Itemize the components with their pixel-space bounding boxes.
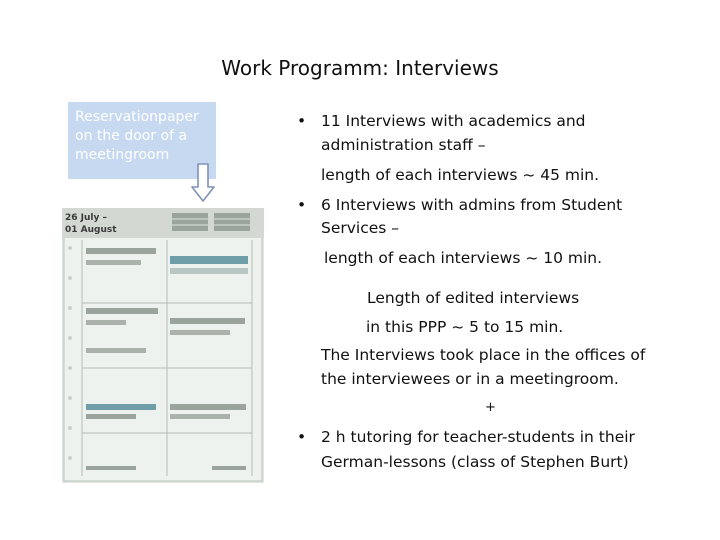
edited-length-note: Length of edited interviews: [367, 289, 580, 307]
photo-date-line2: 01 August: [65, 225, 117, 235]
bullet-dot: •: [297, 112, 307, 130]
note-line: on the door of a: [75, 128, 188, 144]
edited-length-note: in this PPP ~ 5 to 15 min.: [366, 318, 564, 336]
calendar-sheet-graphic: [62, 208, 264, 483]
location-note: The Interviews took place in the offices of: [321, 346, 646, 364]
photo-date-line1: 26 July –: [65, 213, 107, 223]
bullet-text: administration staff –: [321, 136, 486, 154]
bullet-text: German-lessons (class of Stephen Burt): [321, 453, 629, 471]
slide-title: Work Programm: Interviews: [221, 56, 499, 80]
down-arrow-icon: [191, 163, 215, 203]
plus-separator: +: [485, 400, 496, 415]
bullet-text: length of each interviews ~ 10 min.: [324, 249, 603, 267]
bullet-text: 11 Interviews with academics and: [321, 112, 586, 130]
bullet-text: Services –: [321, 219, 400, 237]
bullet-text: 2 h tutoring for teacher-students in their: [321, 428, 635, 446]
bullet-text: 6 Interviews with admins from Student: [321, 196, 623, 214]
bullet-dot: •: [297, 428, 307, 446]
note-line: Reservationpaper: [75, 109, 199, 125]
note-line: meetingroom: [75, 147, 170, 163]
bullet-dot: •: [297, 196, 307, 214]
reservation-paper-photo: [62, 208, 264, 483]
bullet-text: length of each interviews ~ 45 min.: [321, 166, 600, 184]
location-note: the interviewees or in a meetingroom.: [321, 370, 619, 388]
